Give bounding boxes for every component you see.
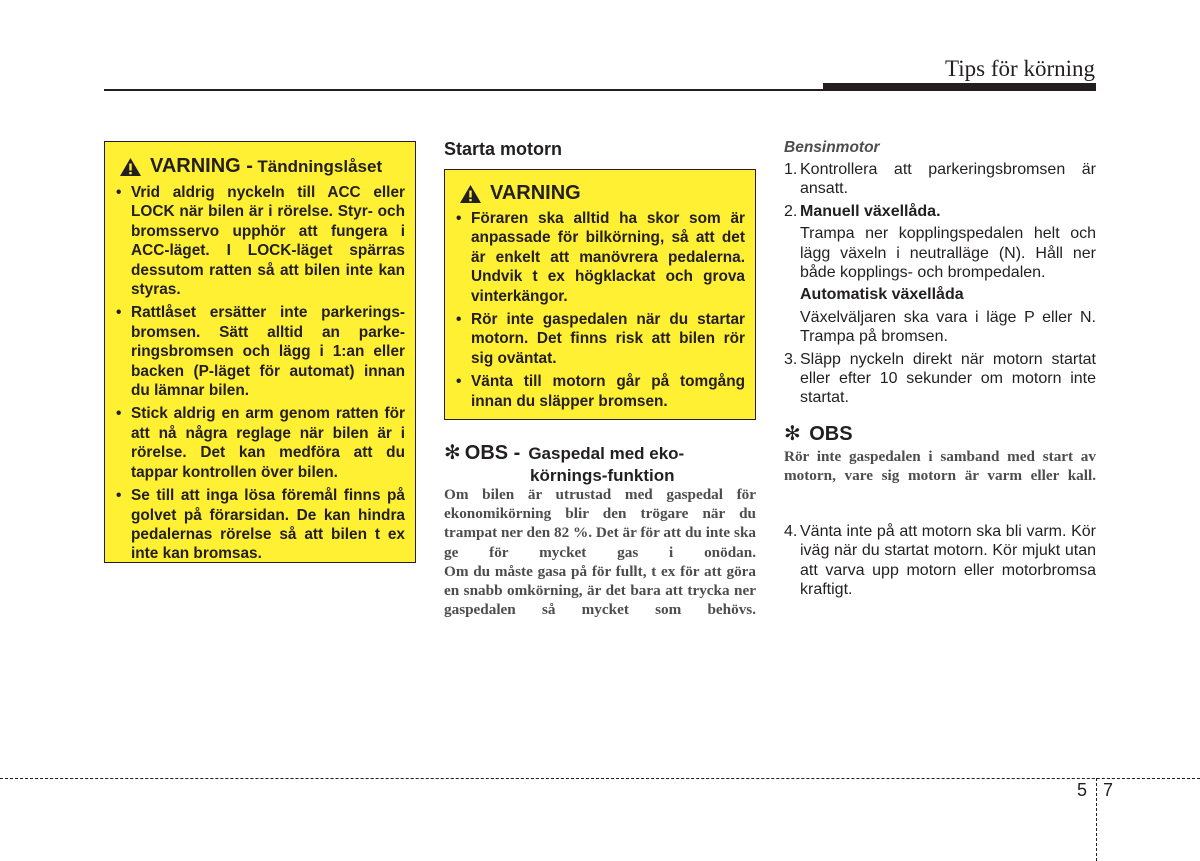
obs-heading — [784, 421, 853, 446]
page-number: 7 — [1103, 780, 1114, 800]
engine-subheading: Bensinmotor — [784, 139, 880, 156]
start-steps — [784, 160, 1096, 411]
step-number: 1. — [784, 161, 798, 178]
obs-label: OBS - — [464, 442, 521, 464]
warning-item: • Vrid aldrig nyckeln till ACC eller LOCK när bilen är i rörelse. Styr- och bromsservo upphör att fungera i ACC-läget. I LOCK-läget spärras dessutom ratten så att bilen inte kan styras. — [115, 183, 405, 299]
warning-header — [115, 155, 405, 178]
chapter-number: 5 — [1077, 780, 1088, 800]
warning-header — [455, 182, 745, 205]
warning-title: VARNING - — [150, 155, 253, 177]
asterisk-note-icon: ✻ — [784, 423, 801, 445]
obs-heading — [444, 440, 756, 486]
obs-subtitle-line2: körnings-funktion — [530, 466, 675, 485]
step-item — [784, 522, 1096, 603]
warning-item: • Vänta till motorn går på tomgång innan du släpper bromsen. — [455, 372, 745, 411]
section-heading: Starta motorn — [444, 139, 563, 159]
ignition-warning-box — [104, 141, 416, 563]
obs-label: OBS — [809, 423, 853, 445]
step-heading: Automatisk växellåda — [800, 286, 964, 304]
start-warning-box — [444, 169, 756, 420]
warning-triangle-icon — [119, 157, 142, 177]
step-number: 2. — [784, 202, 798, 220]
step-text: Kontrollera att parkeringsbromsen är ansatt. — [800, 161, 1096, 198]
step-number: 4. — [784, 523, 798, 540]
warning-item: • Stick aldrig en arm genom ratten för att nå några reglage när bilen är i rörelse. Det kan medföra att du tappar kontrollen över bilen. — [115, 404, 405, 482]
step-text: Växelväljaren ska vara i läge P eller N. Trampa på bromsen. — [800, 308, 1096, 346]
warning-item: • Rattlåset ersätter inte parkerings- bromsen. Sätt alltid an parke- ringsbromsen och lägg i 1:an eller backen (P-läget för automat) innan du lämnar bilen. — [115, 303, 405, 400]
step-text: Trampa ner kopplingspedalen helt och lägg växeln i neutralläge (N). Håll ner både kopplings- och brompedalen. — [800, 225, 1096, 282]
warning-title: VARNING — [490, 182, 581, 204]
obs-body — [444, 485, 756, 619]
obs-subtitle-line1: Gaspedal med eko- — [528, 444, 685, 463]
page-header-title: Tips för körning — [945, 56, 1095, 81]
footer-rule — [0, 778, 1200, 779]
step-heading: Manuell växellåda. — [800, 202, 941, 220]
warning-list — [115, 183, 405, 564]
warning-list — [455, 209, 745, 411]
warning-subtitle: Tändningslåset — [257, 157, 383, 176]
step-item — [784, 160, 1096, 199]
footer-divider — [1096, 778, 1097, 861]
step-text: Vänta inte på att motorn ska bli varm. Kör iväg när du startat motorn. Kör mjukt utan att varva upp motorn eller motorbromsa kraftigt. — [800, 523, 1096, 599]
warning-item: • Föraren ska alltid ha skor som är anpassade för bilkörning, så att det är enkelt att manövrera pedalerna. Undvik t ex högklackat och grova vinterkängor. — [455, 209, 745, 306]
obs-paragraph: Om du måste gasa på för fullt, t ex för att göra en snabb omkörning, är det bara att trycka ner gaspedalen så mycket som behövs. — [444, 562, 756, 619]
warning-triangle-icon — [459, 184, 482, 204]
header-rule-accent — [823, 83, 1096, 90]
asterisk-note-icon: ✻ — [444, 442, 461, 464]
step-item — [784, 202, 1096, 347]
warning-item: • Se till att inga lösa föremål finns på golvet på förarsidan. De kan hindra pedalernas rörelse så att bilen t ex inte kan bromsas. — [115, 486, 405, 564]
step-number: 3. — [784, 350, 798, 368]
obs-paragraph: Om bilen är utrustad med gaspedal för ekonomikörning blir den trögare när du trampat ner den 82 %. Det är för att du inte ska ge för mycket gas i onödan. — [444, 486, 756, 561]
step-item — [784, 350, 1096, 408]
warning-item: • Rör inte gaspedalen när du startar motorn. Det finns risk att bilen rör sig oväntat. — [455, 310, 745, 368]
step-text: Släpp nyckeln direkt när motorn startat eller efter 10 sekunder om motorn inte startat. — [800, 350, 1096, 407]
obs-body: Rör inte gaspedalen i samband med start av motorn, vare sig motorn är varm eller kall. — [784, 448, 1096, 485]
